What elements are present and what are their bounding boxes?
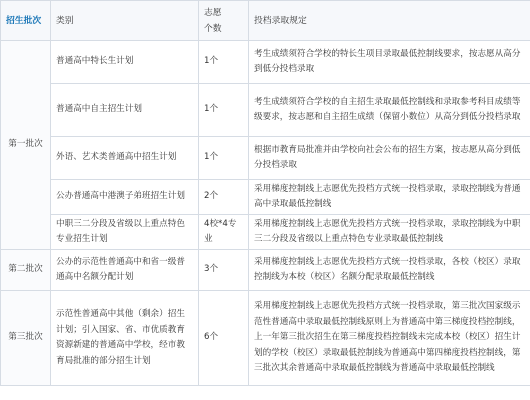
rule-cell: 根据市教育局批准并由学校向社会公布的招生方案，按志愿从高分到低分投档录取	[249, 137, 530, 180]
count-cell: 1个	[199, 41, 249, 84]
rule-cell: 采用梯度控制线上志愿优先投档方式统一投档录取，录取控制线为中职三二分段及省级以上重点特色专业录取最低控制线	[249, 215, 530, 250]
rule-cell: 考生成绩须符合学校的自主招生录取最低控制线和录取参考科目成绩等级要求，按志愿和自主招生成绩（保留小数位）从高分到低分投档录取	[249, 84, 530, 137]
header-count	[199, 1, 249, 41]
count-cell: 3个	[199, 250, 249, 291]
count-cell: 6个	[199, 291, 249, 386]
rule-cell: 采用梯度控制线上志愿优先投档方式统一投档录取，各校（校区）录取控制线为本校（校区）名额分配录取最低控制线	[249, 250, 530, 291]
count-cell: 4校*4专业	[199, 215, 249, 250]
header-batch	[1, 1, 51, 41]
category-cell: 中职三二分段及省级以上重点特色专业招生计划	[51, 215, 199, 250]
batch-cell-second: 第二批次	[1, 250, 51, 291]
count-cell: 1个	[199, 84, 249, 137]
header-category: 类别	[51, 1, 199, 41]
header-count-line1: 志愿	[204, 7, 222, 18]
header-batch-label: 招生批次	[6, 15, 42, 26]
count-cell: 2个	[199, 180, 249, 215]
category-cell: 普通高中特长生计划	[51, 41, 199, 84]
table-row	[1, 291, 530, 386]
category-cell: 示范性普通高中其他（剩余）招生计划；引入国家、省、市优质教育资源新建的普通高中学校，经市教育局批准的部分招生计划	[51, 291, 199, 386]
table-row	[1, 250, 530, 291]
rule-cell: 采用梯度控制线上志愿优先投档方式统一投档录取，第三批次国家级示范性普通高中录取最低控制线原则上为普通高中第三梯度投档控制线，上一年第三批次招生在第三梯度投档控制线未完成本校（校区）招生计划的学校（校区）录取最低控制线为普通高中第四梯度投档控制线，第三批次其余普通高中录取最低控制线为普通高中录取最低控制线	[249, 291, 530, 386]
rule-cell: 考生成绩须符合学校的特长生项目录取最低控制线要求，按志愿从高分到低分投档录取	[249, 41, 530, 84]
table-row	[1, 84, 530, 137]
category-cell: 公办普通高中港澳子弟班招生计划	[51, 180, 199, 215]
count-cell: 1个	[199, 137, 249, 180]
batch-cell-third: 第三批次	[1, 291, 51, 386]
header-rule: 投档录取规定	[249, 1, 530, 41]
table-row	[1, 180, 530, 215]
table-row	[1, 215, 530, 250]
category-cell: 外语、艺术类普通高中招生计划	[51, 137, 199, 180]
category-cell: 普通高中自主招生计划	[51, 84, 199, 137]
category-cell: 公办的示范性普通高中和省一级普通高中名额分配计划	[51, 250, 199, 291]
table-row	[1, 137, 530, 180]
table-row	[1, 41, 530, 84]
table-header-row	[1, 1, 530, 41]
batch-cell-first: 第一批次	[1, 41, 51, 250]
header-count-line2: 个数	[204, 23, 222, 34]
rule-cell: 采用梯度控制线上志愿优先投档方式统一投档录取，录取控制线为普通高中录取最低控制线	[249, 180, 530, 215]
